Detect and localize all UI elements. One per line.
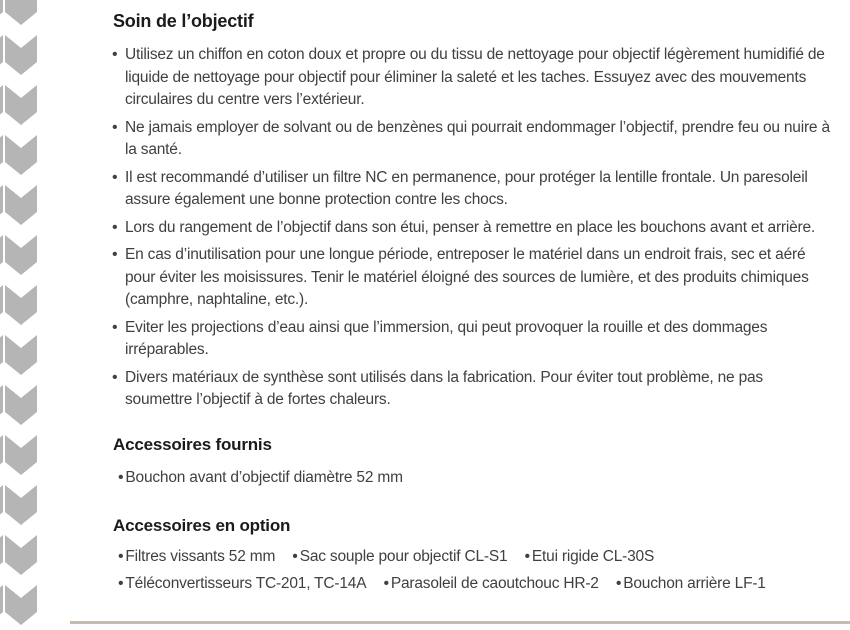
chevron-down-icon <box>0 285 3 325</box>
chevron-down-icon <box>0 135 3 175</box>
bullet-icon: • <box>112 46 118 63</box>
bullet-icon: • <box>524 547 530 565</box>
optional-items-row2 <box>118 573 834 595</box>
section-title-optional: Accessoires en option <box>113 515 291 535</box>
chevron-down-icon <box>0 0 3 25</box>
chevron-down-icon <box>5 35 37 75</box>
list-item <box>112 317 834 362</box>
chevron-down-icon <box>0 485 3 525</box>
chevron-down-icon <box>0 185 3 225</box>
accessory-item-text: Bouchon arrière LF-1 <box>623 574 766 592</box>
chevron-down-icon <box>5 385 37 425</box>
bullet-icon: • <box>112 118 118 136</box>
bullet-icon: • <box>112 246 118 263</box>
section-title-supplied: Accessoires fournis <box>113 434 272 454</box>
chevron-down-icon <box>0 35 3 75</box>
accessory-item-text: Bouchon avant d’objectif diamètre 52 mm <box>125 468 403 486</box>
bullet-icon: • <box>118 574 124 592</box>
list-item <box>112 367 834 412</box>
list-item-text: Lors du rangement de l’objectif dans son étui, penser à remettre en place les bouchons avant et arrière. <box>125 218 816 236</box>
accessory-item-text: Téléconvertisseurs TC-201, TC-14A <box>125 574 367 592</box>
sidebar-chevron-strip <box>0 0 45 630</box>
chevron-down-icon <box>5 85 37 125</box>
accessory-item <box>616 573 766 595</box>
bullet-icon: • <box>112 218 118 236</box>
accessory-item <box>118 546 275 568</box>
chevron-down-icon <box>5 335 37 375</box>
page-content <box>112 6 834 600</box>
chevron-down-icon <box>0 335 3 375</box>
chevron-down-icon <box>5 185 37 225</box>
list-item-text: Eviter les projections d’eau ainsi que l’immersion, qui peut provoquer la rouille et des dommages irréparables. <box>125 318 768 358</box>
list-item <box>112 44 834 112</box>
list-item-text: Il est recommandé d’utiliser un filtre NC en permanence, pour protéger la lentille frontale. Un paresoleil assure également une bonne protection contre les chocs. <box>125 168 808 208</box>
bullet-icon: • <box>112 368 118 386</box>
section-title-care: Soin de l’objectif <box>113 11 254 31</box>
accessory-item-text: Filtres vissants 52 mm <box>125 547 276 565</box>
bullet-icon: • <box>118 547 124 565</box>
list-item <box>112 117 834 162</box>
accessory-item-text: Parasoleil de caoutchouc HR-2 <box>390 574 599 592</box>
accessory-item-text: Sac souple pour objectif CL-S1 <box>299 547 508 565</box>
list-item <box>112 244 834 312</box>
list-item-text: Ne jamais employer de solvant ou de benzènes qui pourrait endommager l’objectif, prendre feu ou nuire à la santé. <box>125 118 830 158</box>
list-item-text: Utilisez un chiffon en coton doux et propre ou du tissu de nettoyage pour objectif légèrement humidifié de liquide de nettoyage pour objectif pour éliminer la saleté et les taches. Essuyez avec des mouvements circulaires du centre vers l’extérieur. <box>125 46 825 108</box>
chevron-down-icon <box>5 135 37 175</box>
chevron-down-icon <box>5 235 37 275</box>
chevron-down-icon <box>5 535 37 575</box>
chevron-down-icon <box>0 435 3 475</box>
bullet-icon: • <box>615 574 622 592</box>
chevron-down-icon <box>5 285 37 325</box>
list-item-text: En cas d’inutilisation pour une longue période, entreposer le matériel dans un endroit frais, sec et aéré pour éviter les moisissures. Tenir le matériel éloigné des sources de lumière, et des produits chimiques (camphre, naphtaline, etc.). <box>125 246 809 308</box>
accessory-item <box>118 573 366 595</box>
chevron-down-icon <box>5 435 37 475</box>
chevron-down-icon <box>5 485 37 525</box>
list-item <box>112 167 834 212</box>
bottom-rule <box>70 621 850 624</box>
list-item <box>112 217 834 240</box>
chevron-down-icon <box>0 235 3 275</box>
bullet-icon: • <box>383 574 389 592</box>
accessory-item-text: Etui rigide CL-30S <box>531 547 655 565</box>
chevron-down-icon <box>0 85 3 125</box>
bullet-icon: • <box>112 318 118 336</box>
chevron-down-icon <box>5 585 37 625</box>
care-list <box>112 44 834 412</box>
accessory-item <box>525 546 655 568</box>
optional-items-row1 <box>118 546 834 568</box>
chevron-down-icon <box>0 585 3 625</box>
accessory-item <box>383 573 598 595</box>
chevron-down-icon <box>5 0 37 25</box>
bullet-icon: • <box>118 468 124 486</box>
list-item-text: Divers matériaux de synthèse sont utilisés dans la fabrication. Pour éviter tout problème, ne pas soumettre l’objectif à de fortes chaleurs. <box>125 368 763 408</box>
accessory-item <box>118 467 403 489</box>
supplied-items <box>118 467 834 489</box>
bullet-icon: • <box>292 547 298 565</box>
accessory-item <box>292 546 507 568</box>
chevron-down-icon <box>0 385 3 425</box>
bullet-icon: • <box>112 168 118 186</box>
chevron-down-icon <box>0 535 3 575</box>
